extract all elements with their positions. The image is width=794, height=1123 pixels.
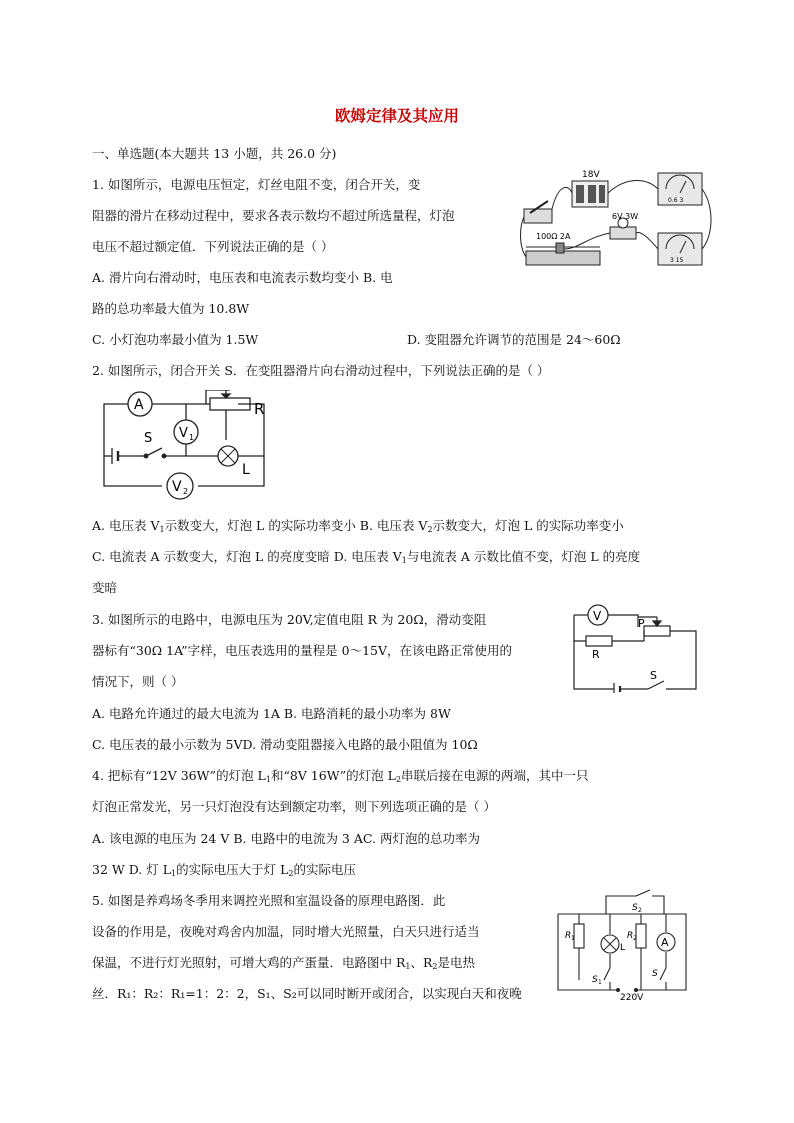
q3-stem-line2: 器标有“30Ω 1A”字样，电压表选用的量程是 0～15V，在该电路正常使用的 [92,643,513,658]
svg-text:1: 1 [598,979,602,986]
svg-text:1: 1 [571,935,575,942]
rheostat-symbol [644,626,670,636]
meter2-label: 3 15 [670,257,684,264]
q4-stem-line2: 灯泡正常发光，另一只灯泡没有达到额定功率，则下列选项正确的是（ ） [92,799,496,814]
battery-label: 18V [582,170,600,180]
label-s: S [652,969,658,979]
q5-stem-line1: 5. 如图是养鸡场冬季用来调控光照和室温设备的原理电路图．此 [92,893,446,908]
q1-option-d: D. 变阻器允许调节的范围是 24～60Ω [407,332,621,347]
label-l: L [620,943,626,953]
q5-figure [552,884,702,1002]
resistor-symbol [586,636,612,646]
label-s2: S [632,903,638,913]
ammeter-icon [658,173,702,205]
svg-text:A: A [134,397,144,413]
svg-text:V: V [179,426,188,441]
q1-option-c: C. 小灯泡功率最小值为 1.5W [92,332,259,347]
label-s1: S [592,975,598,985]
rheostat-label: 100Ω 2A [536,232,571,241]
svg-text:A: A [661,936,669,949]
label-p: P [638,617,645,630]
svg-text:V: V [593,609,602,623]
lamp-label: 6V 3W [612,212,639,221]
svg-text:1: 1 [189,433,195,442]
switch-icon [524,201,552,223]
label-r: R [254,400,265,418]
q5-stem-line3: 保温，不进行灯光照射，可增大鸡的产蛋量．电路图中 $R_1$、$R_2$是电热 [92,955,476,971]
label-220v: 220V [620,993,644,1002]
q4-stem-line1: 4. 把标有“12V 36W”的灯泡 $L_1$和“8V 16W”的灯泡 $L_2$串联后接在电源的两端，其中一只 [92,768,589,784]
voltmeter-v2-symbol [167,473,193,499]
label-s: S [144,431,153,446]
q1-figure [518,165,716,285]
q1-stem-line1: 1. 如图所示，电源电压恒定，灯丝电阻不变，闭合开关，变 [92,177,421,192]
label-r1: R [565,931,572,941]
q5-stem-line2: 设备的作用是，夜晚对鸡舍内加温，同时增大光照量，白天只进行适当 [92,924,480,939]
r2-symbol [636,924,646,948]
q1-stem-line2: 阻器的滑片在移动过程中，要求各表示数均不超过所选量程，灯泡 [92,208,455,223]
q2-figure [98,390,288,500]
q1-option-a: A. 滑片向右滑动时，电压表和电流表示数均变小 B. 电 [92,270,393,285]
q5-stem-line4: 丝．R₁：R₂：R₁=1：2：2，S₁、S₂可以同时断开或闭合，以实现白天和夜晚 [92,986,522,1001]
voltmeter-icon [658,233,702,265]
label-r: R [592,648,600,661]
svg-text:2: 2 [638,907,642,914]
q4-options-abc: A. 该电源的电压为 24 V B. 电路中的电流为 3 AC. 两灯泡的总功率为 [92,831,480,846]
label-s: S [650,669,657,682]
page-title: 欧姆定律及其应用 [334,106,459,125]
voltmeter-v1-symbol [174,420,198,444]
q2-options-cd: C. 电流表 A 示数变大，灯泡 L 的亮度变暗 D. 电压表 $V_1$与电流表 A 示数比值不变，灯泡 L 的亮度 [92,549,641,565]
svg-text:2: 2 [633,935,637,942]
q3-stem-line1: 3. 如图所示的电路中，电源电压为 20V,定值电阻 R 为 20Ω，滑动变阻 [92,612,487,627]
label-l: L [242,462,250,478]
label-r2: R [627,931,634,941]
rheostat-icon [526,232,600,265]
meter1-label: 0.6 3 [668,197,684,204]
r1-symbol [574,924,584,948]
q2-option-d-cont: 变暗 [92,580,118,595]
section-heading: 一、单选题(本大题共 13 小题，共 26.0 分) [92,146,337,161]
ammeter-symbol [128,392,152,416]
q1-stem-line3: 电压不超过额定值．下列说法正确的是（ ） [92,239,334,254]
q3-options-cd: C. 电压表的最小示数为 5VD. 滑动变阻器接入电路的最小阻值为 10Ω [92,737,478,752]
svg-text:V: V [172,479,182,495]
lamp-symbol [218,446,238,466]
q3-stem-line3: 情况下，则（ ） [92,674,184,689]
q3-options-ab: A. 电路允许通过的最大电流为 1A B. 电路消耗的最小功率为 8W [92,706,451,721]
lamp-icon [610,212,638,239]
q1-option-b-cont: 路的总功率最大值为 10.8W [92,301,250,316]
q2-options-ab: A. 电压表 $V_1$示数变大，灯泡 L 的实际功率变小 B. 电压表 $V_2$示数变大，灯泡 L 的实际功率变小 [92,518,624,534]
q2-stem: 2. 如图所示，闭合开关 S．在变阻器滑片向右滑动过程中，下列说法正确的是（ ） [92,363,550,378]
q3-figure [566,603,702,693]
q4-options-d: 32 W D. 灯 $L_1$的实际电压大于灯 $L_2$的实际电压 [92,862,356,878]
svg-text:2: 2 [183,487,189,496]
